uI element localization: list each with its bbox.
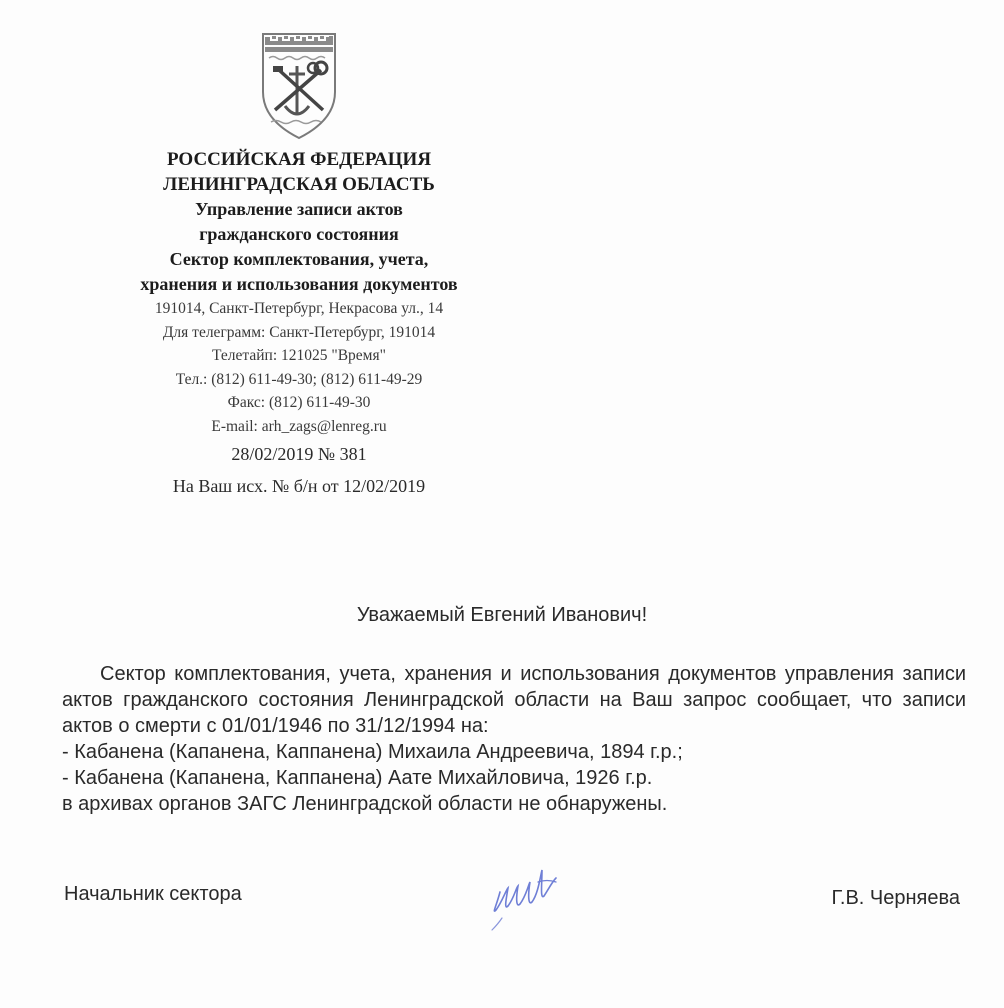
signatory-title: Начальник сектора — [64, 883, 242, 905]
handwritten-signature — [478, 852, 588, 932]
incoming-reference: На Ваш исх. № б/н от 12/02/2019 — [172, 476, 426, 496]
letterhead-teletype: Телетайп: 121025 "Время" — [212, 347, 386, 364]
letter-paragraph: Сектор комплектования, учета, хранения и использования документов управления записи актов гражданского состояния Ленинградской области на Ваш запрос сообщает, что записи актов о смерти с 01/01/1946 по 31/12/1994 на: — [62, 663, 966, 737]
letterhead-agency-line1: Управление записи актов — [195, 199, 403, 219]
outgoing-reference: 28/02/2019 № 381 — [231, 444, 367, 464]
letterhead-agency-line2: гражданского состояния — [199, 224, 399, 244]
letterhead-country: РОССИЙСКАЯ ФЕДЕРАЦИЯ — [166, 149, 432, 170]
letterhead-address: 191014, Санкт-Петербург, Некрасова ул., 14 — [154, 300, 444, 317]
letterhead-phone: Тел.: (812) 611-49-30; (812) 611-49-29 — [175, 370, 423, 388]
coat-of-arms-emblem — [257, 30, 341, 142]
signatory-name: Г.В. Черняева — [831, 887, 960, 909]
letterhead-email: E-mail: arh_zags@lenreg.ru — [211, 417, 387, 435]
letterhead-sector-line2: хранения и использования документов — [140, 274, 458, 294]
list-item: - Кабанена (Капанена, Каппанена) Аате Михайловича, 1926 г.р. — [62, 767, 653, 789]
letterhead-fax: Факс: (812) 611-49-30 — [227, 394, 371, 411]
letterhead-sector-line1: Сектор комплектования, учета, — [169, 249, 429, 269]
letter-body — [62, 661, 966, 817]
letterhead — [96, 30, 502, 502]
letter-closing: в архивах органов ЗАГС Ленинградской области не обнаружены. — [62, 793, 668, 815]
letterhead-telegram: Для телеграмм: Санкт-Петербург, 191014 — [162, 323, 436, 341]
list-item: - Кабанена (Капанена, Каппанена) Михаила Андреевича, 1894 г.р.; — [62, 741, 683, 763]
greeting: Уважаемый Евгений Иванович! — [356, 604, 648, 626]
letterhead-region: ЛЕНИНГРАДСКАЯ ОБЛАСТЬ — [163, 174, 435, 195]
